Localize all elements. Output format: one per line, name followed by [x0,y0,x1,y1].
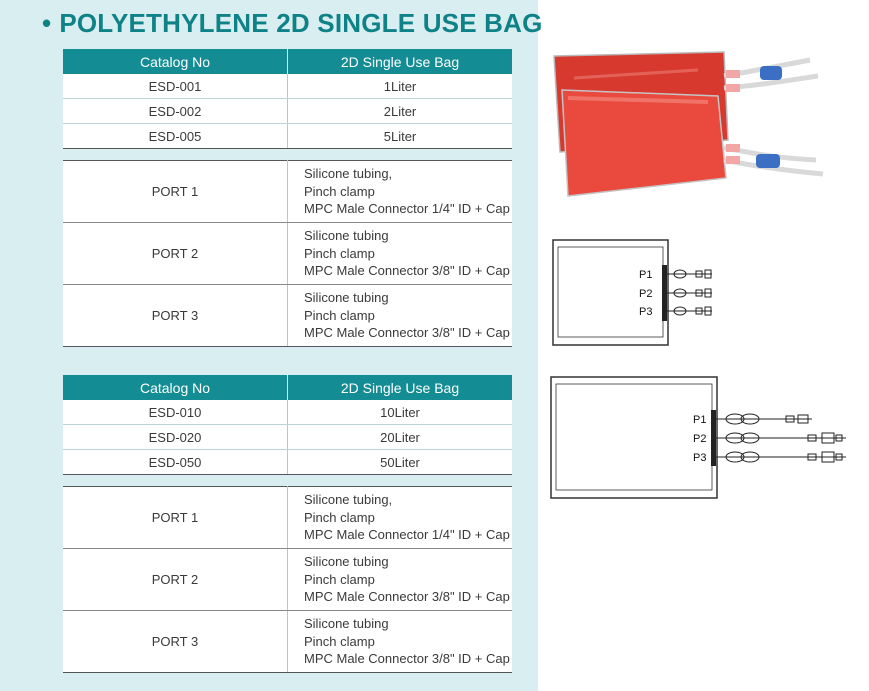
table-row [63,124,512,149]
port-label-p2: P2 [639,288,653,300]
port-description [288,487,513,549]
clamp-icon [760,66,782,80]
port-line: Pinch clamp [304,245,375,261]
port-name: PORT 2 [63,223,288,285]
clamp-icon [756,154,780,168]
port-row [63,285,512,347]
volume-cell: 2Liter [288,99,513,124]
page-title [42,8,543,39]
catalog-cell: ESD-002 [63,99,288,124]
catalog-table-large [63,375,512,475]
port-line: Pinch clamp [304,571,375,587]
port-line: MPC Male Connector 3/8" ID + Cap [304,589,510,605]
port-name: PORT 3 [63,611,288,673]
port-connectors [667,270,712,315]
port-description [288,161,513,223]
port-line: MPC Male Connector 1/4" ID + Cap [304,201,510,217]
catalog-cell: ESD-050 [63,450,288,475]
catalog-cell: ESD-001 [63,74,288,99]
port-description [288,549,513,611]
port-line: MPC Male Connector 1/4" ID + Cap [304,527,510,543]
front-bag [562,90,726,196]
port-line: Pinch clamp [304,307,375,323]
port-line: Silicone tubing, [304,166,393,182]
port-line: Silicone tubing [304,616,389,632]
small-bag-diagram [552,239,722,347]
volume-cell: 20Liter [288,425,513,450]
volume-cell: 10Liter [288,400,513,425]
header-catalog-no: Catalog No [63,375,288,400]
bag-photo [548,48,866,198]
port-plate [711,410,716,466]
port-label-p1: P1 [639,269,653,281]
port-label-p1: P1 [693,414,707,426]
port-line: MPC Male Connector 3/8" ID + Cap [304,651,510,667]
port-line: Silicone tubing, [304,492,393,508]
catalog-cell: ESD-020 [63,425,288,450]
port-label-p2: P2 [693,433,707,445]
port-line: MPC Male Connector 3/8" ID + Cap [304,263,510,279]
port-name: PORT 2 [63,549,288,611]
port-row [63,161,512,223]
port-row [63,611,512,673]
table-row [63,450,512,475]
port-name: PORT 1 [63,487,288,549]
port-line: MPC Male Connector 3/8" ID + Cap [304,325,510,341]
title-text: POLYETHYLENE 2D SINGLE USE BAG [59,8,543,38]
port-line: Silicone tubing [304,228,389,244]
port-row [63,487,512,549]
table-row [63,74,512,99]
table-row [63,99,512,124]
volume-cell: 5Liter [288,124,513,149]
catalog-table-small [63,49,512,149]
port-line: Pinch clamp [304,183,375,199]
port-label-p3: P3 [693,452,707,464]
port-description [288,611,513,673]
port-row [63,223,512,285]
volume-cell: 50Liter [288,450,513,475]
port-name: PORT 3 [63,285,288,347]
volume-cell: 1Liter [288,74,513,99]
table-header-row [63,375,512,400]
port-description [288,223,513,285]
port-connectors [716,414,846,462]
large-bag-diagram [550,376,850,500]
ports-table-small [63,160,512,347]
catalog-cell: ESD-010 [63,400,288,425]
table-row [63,400,512,425]
port-row [63,549,512,611]
port-line: Silicone tubing [304,290,389,306]
port-label-p3: P3 [639,306,653,318]
port-line: Pinch clamp [304,509,375,525]
title-bullet: • [42,8,52,38]
table-row [63,425,512,450]
catalog-cell: ESD-005 [63,124,288,149]
port-name: PORT 1 [63,161,288,223]
port-line: Silicone tubing [304,554,389,570]
port-description [288,285,513,347]
header-bag-size: 2D Single Use Bag [288,49,513,74]
table-header-row [63,49,512,74]
header-bag-size: 2D Single Use Bag [288,375,513,400]
port-plate [662,265,667,321]
ports-table-large [63,486,512,673]
header-catalog-no: Catalog No [63,49,288,74]
port-line: Pinch clamp [304,633,375,649]
